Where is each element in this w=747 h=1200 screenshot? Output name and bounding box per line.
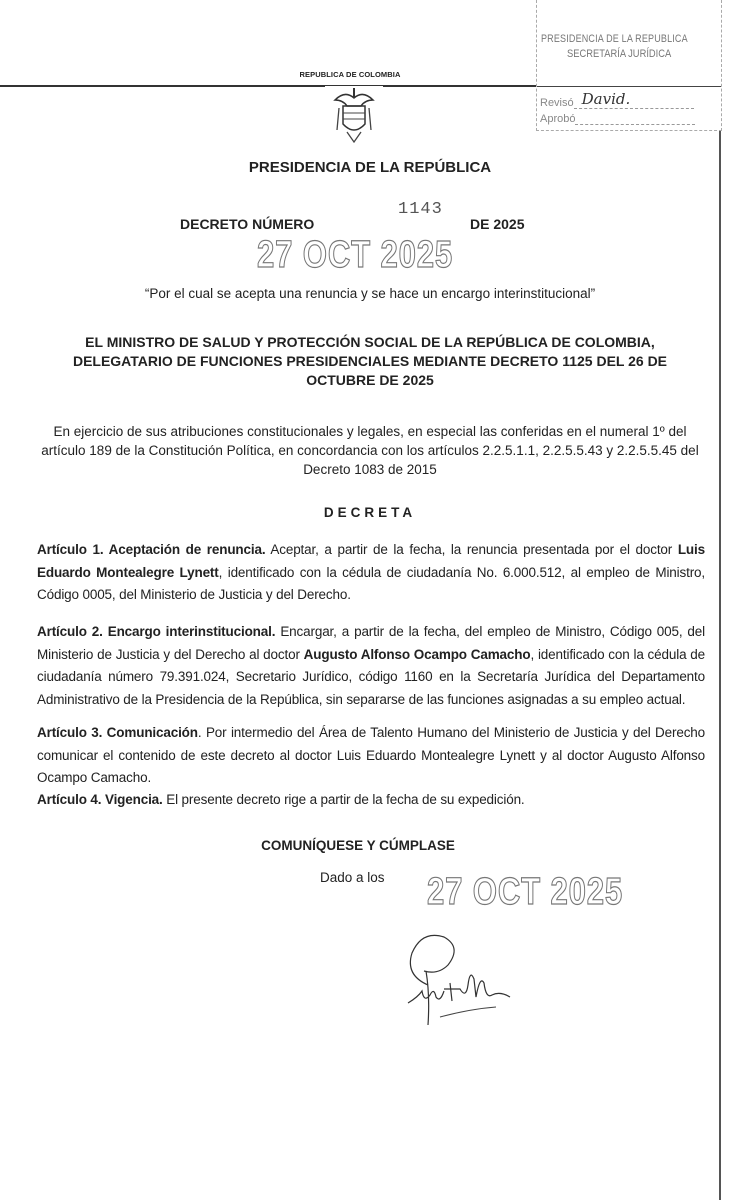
decreta-heading: DECRETA	[323, 505, 417, 520]
stamp-department: SECRETARÍA JURÍDICA	[567, 48, 672, 60]
authority-heading: EL MINISTRO DE SALUD Y PROTECCIÓN SOCIAL DE LA REPÚBLICA DE COLOMBIA, DELEGATARIO DE FUNCIONES PRESIDENCIALES MEDIANTE DECRETO 1125 DEL 26 DE OCTUBRE DE 2025	[72, 334, 668, 388]
country-label: REPUBLICA DE COLOMBIA	[299, 70, 401, 79]
given-date-stamp: 27 OCT 2025	[427, 871, 624, 913]
article-4: Artículo 4. Vigencia. El presente decreto rige a partir de la fecha de su expedición.	[37, 792, 525, 807]
decree-year-row: DE 2025	[470, 216, 525, 232]
decree-subject: “Por el cual se acepta una renuncia y se hace un encargo interinstitucional”	[144, 286, 596, 301]
date-stamp: 27 OCT 2025	[257, 234, 454, 276]
article-3: Artículo 3. Comunicación. Por intermedio del Área de Talento Humano del Ministerio de Justicia y del Derecho comunicar el contenido de este decreto al doctor Luis Eduardo Montealegre Lynett y al doctor Augusto Alfonso Ocampo Camacho.	[37, 725, 706, 785]
signature	[400, 925, 560, 1030]
approved-row: Aprobó	[540, 113, 695, 125]
right-margin-rule	[719, 85, 721, 1200]
article-1: Artículo 1. Aceptación de renuncia. Aceptar, a partir de la fecha, la renuncia presentada por el doctor Luis Eduardo Montealegre Lynett, identificado con la cédula de ciudadanía No. 6.000.512, al empleo de Ministro, Código 0005, del Ministerio de Justicia y del Derecho.	[37, 542, 706, 602]
closing-formula: COMUNÍQUESE Y CÚMPLASE	[261, 838, 455, 853]
decree-number: 1143	[398, 200, 443, 219]
colombia-coat-of-arms-icon	[325, 86, 383, 144]
reviewed-by: David.	[581, 90, 631, 108]
stamp-office: PRESIDENCIA DE LA REPUBLICA	[541, 33, 688, 45]
article-2: Artículo 2. Encargo interinstitucional. Encargar, a partir de la fecha, del empleo de Ministro, Código 005, del Ministerio de Justicia y del Derecho al doctor Augusto Alfonso Ocampo Camacho, identificado con la cédula de ciudadanía número 79.391.024, Secretario Jurídico, código 1160 en la Secretaría Jurídica del Departamento Administrativo de la Presidencia de la República, sin separarse de las funciones asignadas a su empleo actual.	[37, 624, 706, 707]
preamble: En ejercicio de sus atribuciones constitucionales y legales, en especial las conferidas en el numeral 1º del artículo 189 de la Constitución Política, en concordancia con los artículos 2.2.5.1.1, 2.2.5.5.43 y 2.2.5.5.45 del Decreto 1083 de 2015	[41, 424, 699, 477]
given-label: Dado a los	[320, 870, 385, 885]
review-stamp	[536, 0, 722, 131]
decree-label: DECRETO NÚMERO	[180, 216, 315, 232]
reviewed-row: Revisó David.	[540, 90, 694, 109]
page-title: PRESIDENCIA DE LA REPÚBLICA	[248, 159, 492, 176]
